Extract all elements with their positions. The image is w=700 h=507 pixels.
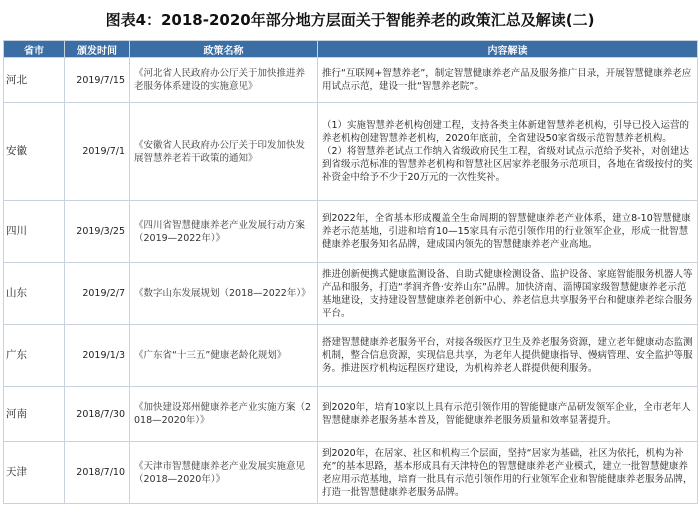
- cell-date: 2019/2/7: [65, 263, 130, 325]
- cell-content: 到2020年，在居家、社区和机构三个层面，坚持“居家为基础，社区为依托，机构为补充”的基本思路，基本形成具有天津特色的智慧健康养老产业模式，建立一批智慧健康养老应用示范基地，培育一批具有示范引领作用的行业领军企业和智能健康养老服务品牌，打造一批智慧健康养老服务品牌。: [318, 442, 698, 504]
- cell-province: 河南: [4, 387, 65, 442]
- cell-policy-name: 《安徽省人民政府办公厅关于印发加快发展智慧养老若干政策的通知》: [130, 103, 318, 201]
- page-title: 图表4：2018-2020年部分地方层面关于智能养老的政策汇总及解读(二): [105, 11, 595, 29]
- cell-province: 河北: [4, 58, 65, 103]
- cell-province: 四川: [4, 201, 65, 263]
- table-row: [4, 325, 698, 387]
- cell-date: 2019/7/1: [65, 103, 130, 201]
- cell-province: 安徽: [4, 103, 65, 201]
- cell-policy-name: 《数字山东发展规划（2018—2022年）》: [130, 263, 318, 325]
- cell-date: 2018/7/30: [65, 387, 130, 442]
- table-row: [4, 263, 698, 325]
- header-content: 内容解读: [318, 41, 698, 58]
- header-province: 省市: [4, 41, 65, 58]
- cell-content: 到2020年，培育10家以上具有示范引领作用的智能健康产品研发领军企业，全市老年人智慧健康养老服务基本普及，智能健康养老服务质量和效率显著提升。: [318, 387, 698, 442]
- cell-policy-name: 《天津市智慧健康养老产业发展实施意见（2018—2020年）》: [130, 442, 318, 504]
- cell-content: 搭建智慧健康养老服务平台，对接各级医疗卫生及养老服务资源，建立老年健康动态监测机制，整合信息资源，实现信息共享，为老年人提供健康指导、慢病管理、安全监护等服务。推进医疗机构远程医疗建设，为机构养老人群提供便利服务。: [318, 325, 698, 387]
- policy-table: [3, 40, 698, 504]
- cell-policy-name: 《四川省智慧健康养老产业发展行动方案（2019—2022年）》: [130, 201, 318, 263]
- cell-date: 2019/1/3: [65, 325, 130, 387]
- cell-province: 天津: [4, 442, 65, 504]
- header-date: 颁发时间: [65, 41, 130, 58]
- cell-policy-name: 《广东省“十三五”健康老龄化规划》: [130, 325, 318, 387]
- cell-content: 推行“互联网+智慧养老”，制定智慧健康养老产品及服务推广目录，开展智慧健康养老应用试点示范，建设一批“智慧养老院”。: [318, 58, 698, 103]
- cell-date: 2019/3/25: [65, 201, 130, 263]
- table-row: [4, 201, 698, 263]
- cell-province: 广东: [4, 325, 65, 387]
- table-row: [4, 58, 698, 103]
- table-row: [4, 387, 698, 442]
- cell-content: （1）实施智慧养老机构创建工程，支持各类主体新建智慧养老机构，引导已投入运营的养老机构创建智慧养老机构，2020年底前，全省建设50家省级示范智慧养老机构。 （2）将智慧养老试点工作纳入省级政府民生工程，省级对试点示范给予奖补，对创建达到省级示范标准的智慧养老机构和智慧社区居家养老服务示范项目，各地在省级按付的奖补资金中给予不少于20万元的一次性奖补。: [318, 103, 698, 201]
- table-row: [4, 442, 698, 504]
- cell-date: 2019/7/15: [65, 58, 130, 103]
- cell-date: 2018/7/10: [65, 442, 130, 504]
- table-header-row: [4, 41, 698, 58]
- table-row: [4, 103, 698, 201]
- cell-policy-name: 《加快建设郑州健康养老产业实施方案（2018—2020年）》: [130, 387, 318, 442]
- cell-province: 山东: [4, 263, 65, 325]
- cell-policy-name: 《河北省人民政府办公厅关于加快推进养老服务体系建设的实施意见》: [130, 58, 318, 103]
- cell-content: 到2022年，全省基本形成覆盖全生命周期的智慧健康养老产业体系，建立8-10智慧健康养老示范基地，引进和培育10—15家具有示范引领作用的行业领军企业，形成一批智慧健康养老服务知名品牌，建成国内领先的智慧健康养老产业高地。: [318, 201, 698, 263]
- cell-content: 推进创新便携式健康监测设备、自助式健康检测设备、监护设备、家庭智能服务机器人等产品和服务，打造“孝润齐鲁·安养山东”品牌。加快济南、淄博国家级智慧健康养老示范基地建设，支持建设智慧健康养老创新中心、养老信息共享服务平台和健康养老综合服务平台。: [318, 263, 698, 325]
- header-policy-name: 政策名称: [130, 41, 318, 58]
